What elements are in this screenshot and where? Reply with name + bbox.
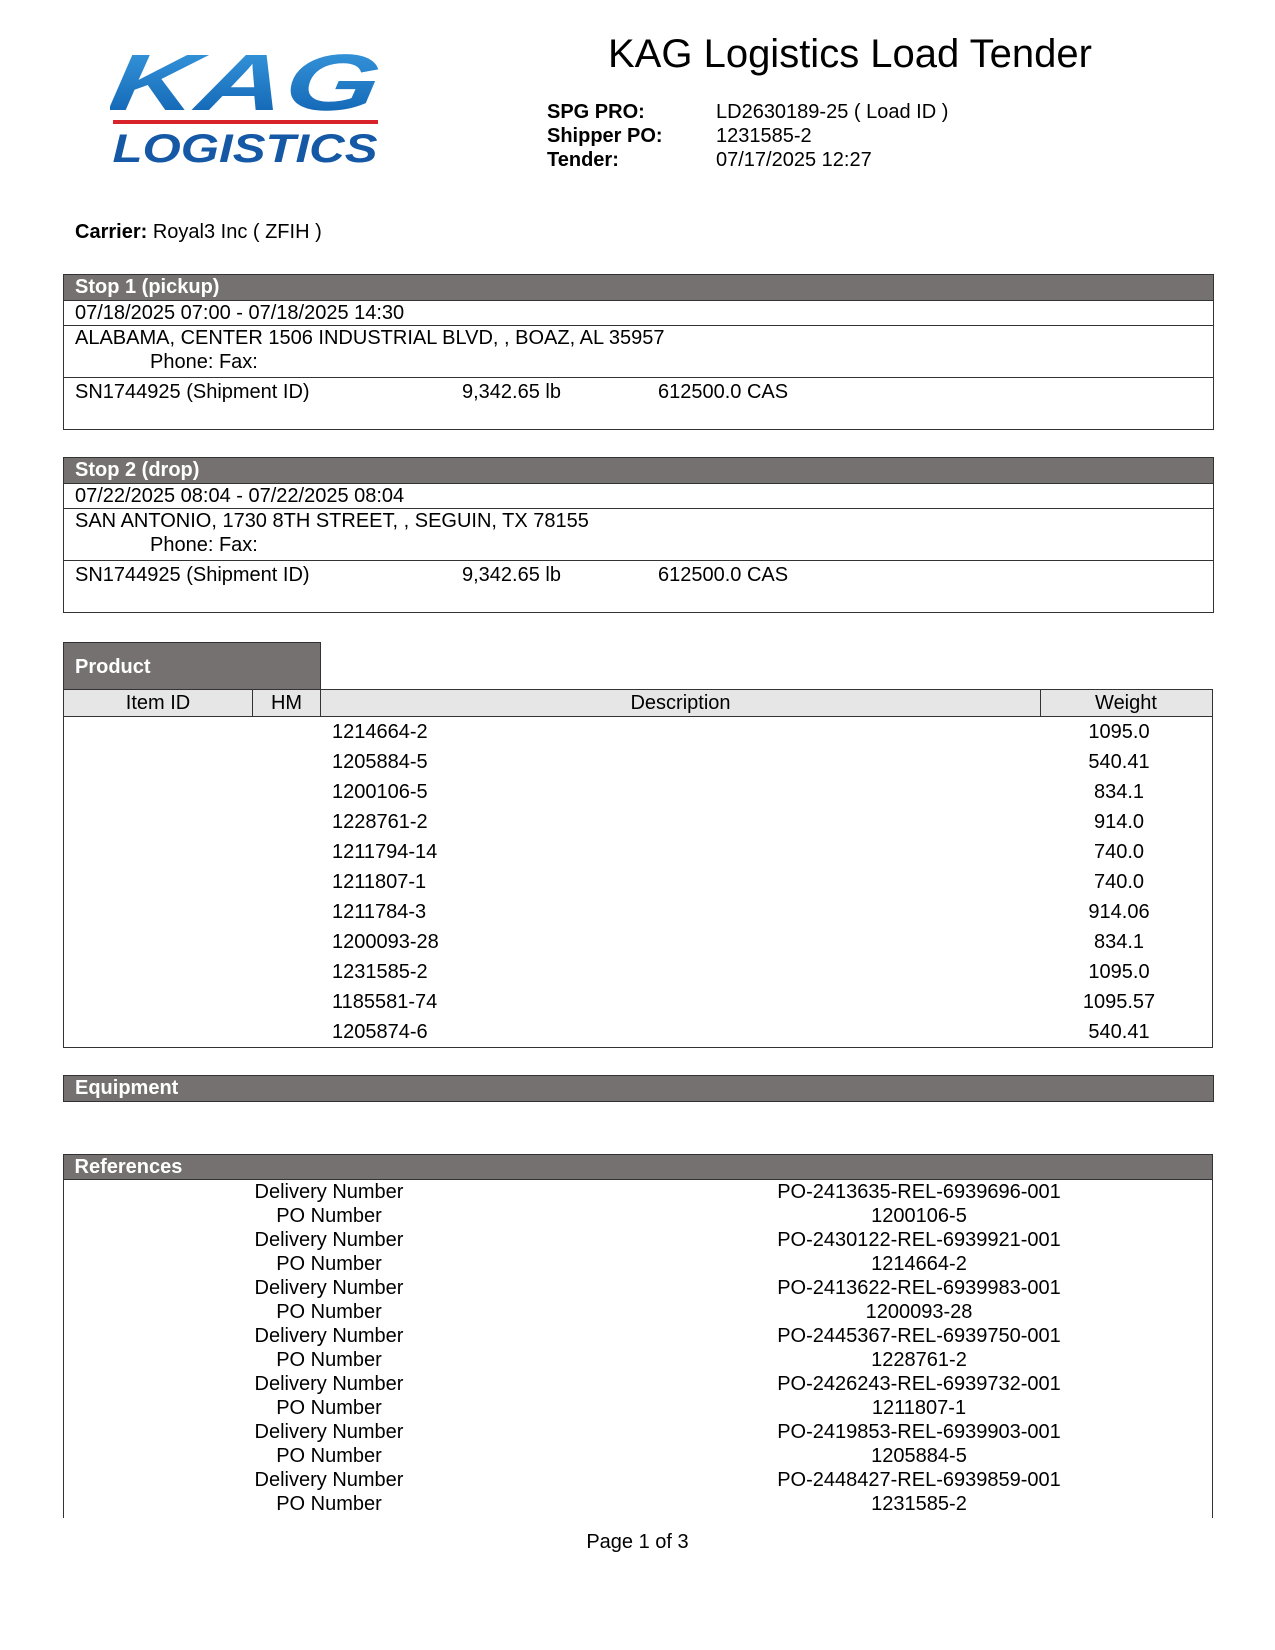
reference-row — [64, 1468, 1212, 1492]
product-weight: 834.1 — [1093, 781, 1145, 803]
product-description: 1231585-2 — [332, 961, 428, 983]
product-header-row — [64, 690, 1212, 717]
reference-value: 1200106-5 — [871, 1205, 967, 1227]
carrier-line — [75, 220, 322, 244]
table-row — [64, 867, 1212, 897]
reference-key: PO Number — [276, 1493, 382, 1515]
stop-1-quantity: 612500.0 CAS — [658, 381, 789, 403]
table-row — [64, 1017, 1212, 1047]
page-number: Page 1 of 3 — [586, 1531, 689, 1553]
reference-row — [64, 1420, 1212, 1444]
reference-key: PO Number — [276, 1397, 382, 1419]
product-description: 1200093-28 — [332, 931, 439, 953]
reference-value: PO-2426243-REL-6939732-001 — [777, 1373, 1061, 1395]
reference-row — [64, 1204, 1212, 1228]
spg-pro-value: LD2630189-25 ( Load ID ) — [716, 101, 949, 123]
references-title: References — [63, 1154, 1213, 1180]
product-description: 1214664-2 — [332, 721, 428, 743]
reference-row — [64, 1300, 1212, 1324]
stop-2-shipment-row — [64, 561, 1213, 612]
product-weight: 740.0 — [1093, 841, 1145, 863]
stop-2-box — [63, 457, 1214, 613]
product-weight: 914.0 — [1093, 811, 1145, 833]
product-description: 1185581-74 — [332, 991, 438, 1013]
shipper-po-label: Shipper PO: — [547, 125, 663, 147]
product-weight: 914.06 — [1088, 901, 1150, 923]
stop-2-title: Stop 2 (drop) — [64, 458, 1213, 484]
reference-key: PO Number — [276, 1253, 382, 1275]
product-description: 1200106-5 — [332, 781, 428, 803]
product-description: 1211784-3 — [332, 901, 427, 923]
reference-key: Delivery Number — [254, 1277, 404, 1299]
references-section — [63, 1154, 1213, 1518]
stop-1-phone-fax: Phone: Fax: — [150, 351, 258, 373]
reference-row — [64, 1348, 1212, 1372]
svg-text:KAG: KAG — [110, 48, 295, 128]
product-description: 1205884-5 — [332, 751, 428, 773]
reference-key: Delivery Number — [254, 1181, 404, 1203]
table-row — [64, 747, 1212, 777]
reference-value: 1231585-2 — [871, 1493, 967, 1515]
reference-row — [64, 1492, 1212, 1516]
reference-key: PO Number — [276, 1445, 382, 1467]
hm-header: HM — [253, 690, 321, 716]
reference-row — [64, 1276, 1212, 1300]
reference-value: PO-2419853-REL-6939903-001 — [777, 1421, 1061, 1443]
stop-2-weight: 9,342.65 lb — [462, 564, 561, 586]
reference-key: PO Number — [276, 1205, 382, 1227]
carrier-label: Carrier: — [75, 221, 148, 243]
item-id-header: Item ID — [64, 690, 253, 716]
reference-value: PO-2430122-REL-6939921-001 — [777, 1229, 1061, 1251]
tender-value: 07/17/2025 12:27 — [716, 149, 872, 171]
product-section-title: Product — [63, 642, 321, 690]
product-weight: 834.1 — [1093, 931, 1145, 953]
stop-2-quantity: 612500.0 CAS — [658, 564, 789, 586]
product-weight: 540.41 — [1088, 751, 1150, 773]
table-row — [64, 717, 1212, 747]
stop-1-box — [63, 274, 1214, 430]
reference-row — [64, 1180, 1212, 1204]
reference-key: Delivery Number — [254, 1325, 404, 1347]
reference-row — [64, 1396, 1212, 1420]
stop-1-address: ALABAMA, CENTER 1506 INDUSTRIAL BLVD, , BOAZ, AL 35957 — [75, 327, 665, 349]
stop-1-title: Stop 1 (pickup) — [64, 275, 1213, 301]
product-weight: 740.0 — [1093, 871, 1145, 893]
stop-2-address-block — [64, 509, 1213, 561]
table-row — [64, 897, 1212, 927]
stop-2-shipment-id: SN1744925 (Shipment ID) — [75, 564, 310, 586]
table-row — [64, 777, 1212, 807]
reference-value: PO-2448427-REL-6939859-001 — [777, 1469, 1061, 1491]
equipment-section-title: Equipment — [63, 1075, 1214, 1102]
product-rows — [64, 717, 1212, 1047]
spg-pro-label: SPG PRO: — [547, 101, 645, 123]
product-description: 1205874-6 — [332, 1021, 428, 1043]
stop-2-window: 07/22/2025 08:04 - 07/22/2025 08:04 — [64, 484, 1213, 509]
stop-2-address: SAN ANTONIO, 1730 8TH STREET, , SEGUIN, TX 78155 — [75, 510, 589, 532]
stop-1-weight: 9,342.65 lb — [462, 381, 561, 403]
reference-key: PO Number — [276, 1301, 382, 1323]
product-description: 1211794-14 — [332, 841, 438, 863]
stop-2-phone-fax: Phone: Fax: — [150, 534, 258, 556]
product-table — [63, 689, 1213, 1048]
shipper-po-value: 1231585-2 — [716, 125, 812, 147]
product-description: 1228761-2 — [332, 811, 428, 833]
reference-value: 1205884-5 — [871, 1445, 967, 1467]
weight-header: Weight — [1095, 692, 1157, 714]
reference-value: PO-2413635-REL-6939696-001 — [777, 1181, 1061, 1203]
stop-1-shipment-row — [64, 378, 1213, 429]
table-row — [64, 957, 1212, 987]
reference-key: Delivery Number — [254, 1229, 404, 1251]
reference-key: Delivery Number — [254, 1469, 404, 1491]
table-row — [64, 837, 1212, 867]
table-row — [64, 927, 1212, 957]
tender-label: Tender: — [547, 149, 619, 171]
reference-row — [64, 1324, 1212, 1348]
product-description: 1211807-1 — [332, 871, 427, 893]
reference-row — [64, 1252, 1212, 1276]
reference-key: Delivery Number — [254, 1421, 404, 1443]
reference-value: 1211807-1 — [871, 1397, 967, 1419]
reference-row — [64, 1444, 1212, 1468]
reference-row — [64, 1228, 1212, 1252]
product-weight: 540.41 — [1088, 1021, 1150, 1043]
reference-row — [64, 1372, 1212, 1396]
description-header: Description — [321, 690, 1041, 716]
reference-key: PO Number — [276, 1349, 382, 1371]
table-row — [64, 987, 1212, 1017]
stop-1-shipment-id: SN1744925 (Shipment ID) — [75, 381, 310, 403]
reference-value: PO-2413622-REL-6939983-001 — [777, 1277, 1061, 1299]
reference-value: 1200093-28 — [865, 1301, 973, 1323]
reference-value: 1228761-2 — [871, 1349, 967, 1371]
reference-value: PO-2445367-REL-6939750-001 — [777, 1325, 1061, 1347]
carrier-value: Royal3 Inc ( ZFIH ) — [152, 221, 322, 243]
reference-value: 1214664-2 — [871, 1253, 967, 1275]
product-weight: 1095.0 — [1088, 961, 1150, 983]
reference-key: Delivery Number — [254, 1373, 404, 1395]
stop-1-address-block — [64, 326, 1213, 378]
product-weight: 1095.57 — [1082, 991, 1156, 1013]
table-row — [64, 807, 1212, 837]
stop-1-window: 07/18/2025 07:00 - 07/18/2025 14:30 — [64, 301, 1213, 326]
svg-text:LOGISTICS: LOGISTICS — [112, 127, 378, 171]
product-weight: 1095.0 — [1088, 721, 1150, 743]
kag-logistics-logo — [110, 48, 400, 178]
document-title: KAG Logistics Load Tender — [607, 32, 1092, 76]
